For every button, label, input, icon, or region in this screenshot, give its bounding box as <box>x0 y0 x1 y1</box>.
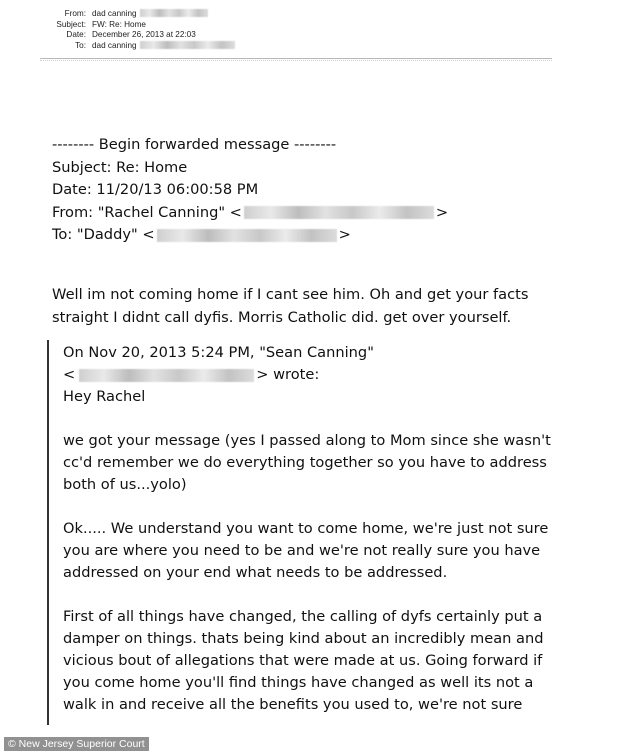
header-subject-row <box>42 20 235 31</box>
reply-message <box>52 283 528 329</box>
quote-greeting: Hey Rachel <box>63 388 146 405</box>
header-date-label: Date: <box>66 30 86 40</box>
header-to-label: To: <box>75 40 86 50</box>
redacted-email-blur <box>140 9 208 17</box>
header-subject-label: Subject: <box>56 19 86 29</box>
reply-line: Well im not coming home if I cant see him. Oh and get your facts <box>52 286 529 303</box>
forward-to-prefix: To: "Daddy" < <box>52 226 155 243</box>
quoted-message <box>47 340 624 725</box>
redacted-email-blur <box>244 206 434 219</box>
photo-credit: © New Jersey Superior Court <box>4 737 149 751</box>
forward-from <box>52 202 448 225</box>
header-date-row <box>42 30 235 41</box>
forwarded-headers <box>52 134 448 247</box>
forward-begin-line: -------- Begin forwarded message -------- <box>52 136 337 153</box>
redacted-email-blur <box>140 41 235 49</box>
quote-line: walk in and receive all the benefits you used to, we're not sure <box>63 696 523 713</box>
quote-line: you are where you need to be and we're not really sure you have <box>63 542 541 559</box>
quote-line: vicious bout of allegations that were made at us. Going forward if <box>63 652 543 669</box>
quoted-message-body <box>63 342 551 716</box>
header-divider <box>40 60 552 61</box>
header-divider <box>40 58 552 59</box>
header-from-row <box>42 9 235 20</box>
reply-line: straight I didnt call dyfis. Morris Catholic did. get over yourself. <box>52 309 512 326</box>
header-from-label: From: <box>64 9 86 18</box>
quote-line: both of us...yolo) <box>63 476 187 493</box>
forward-from-suffix: > <box>435 203 449 221</box>
quote-line: we got your message (yes I passed along to Mom since she wasn't <box>63 432 551 449</box>
quote-paragraph-3 <box>63 606 551 716</box>
email-header <box>42 9 235 51</box>
forward-from-prefix: From: "Rachel Canning" < <box>52 203 242 221</box>
forward-to <box>52 224 448 247</box>
forward-subject: Subject: Re: Home <box>52 158 188 176</box>
header-subject-value: FW: Re: Home <box>92 19 146 29</box>
quote-attribution: On Nov 20, 2013 5:24 PM, "Sean Canning" <box>63 344 374 361</box>
quote-paragraph-1 <box>63 430 551 496</box>
quote-attribution-prefix: < <box>63 366 76 383</box>
header-to-value: dad canning <box>92 40 137 50</box>
header-from-value: dad canning <box>92 9 137 18</box>
forward-to-suffix: > <box>338 226 351 243</box>
quote-line: cc'd remember we do everything together so you have to address <box>63 454 547 471</box>
quote-paragraph-2 <box>63 518 551 584</box>
quote-line: you come home you'll find things have changed as well its not a <box>63 674 534 691</box>
quote-line: damper on things. thats being kind about an incredibly mean and <box>63 630 544 647</box>
header-date-value: December 26, 2013 at 22:03 <box>92 30 196 40</box>
redacted-email-blur <box>157 229 337 242</box>
quote-attribution-email <box>63 364 551 386</box>
quote-line: First of all things have changed, the calling of dyfs certainly put a <box>63 608 543 625</box>
redacted-email-blur <box>79 369 254 382</box>
header-to-row <box>42 41 235 52</box>
quote-line: Ok..... We understand you want to come home, we're just not sure <box>63 520 549 537</box>
forward-date: Date: 11/20/13 06:00:58 PM <box>52 181 259 198</box>
quote-attribution-suffix: > wrote: <box>256 366 320 383</box>
quote-line: addressed on your end what needs to be addressed. <box>63 564 448 581</box>
